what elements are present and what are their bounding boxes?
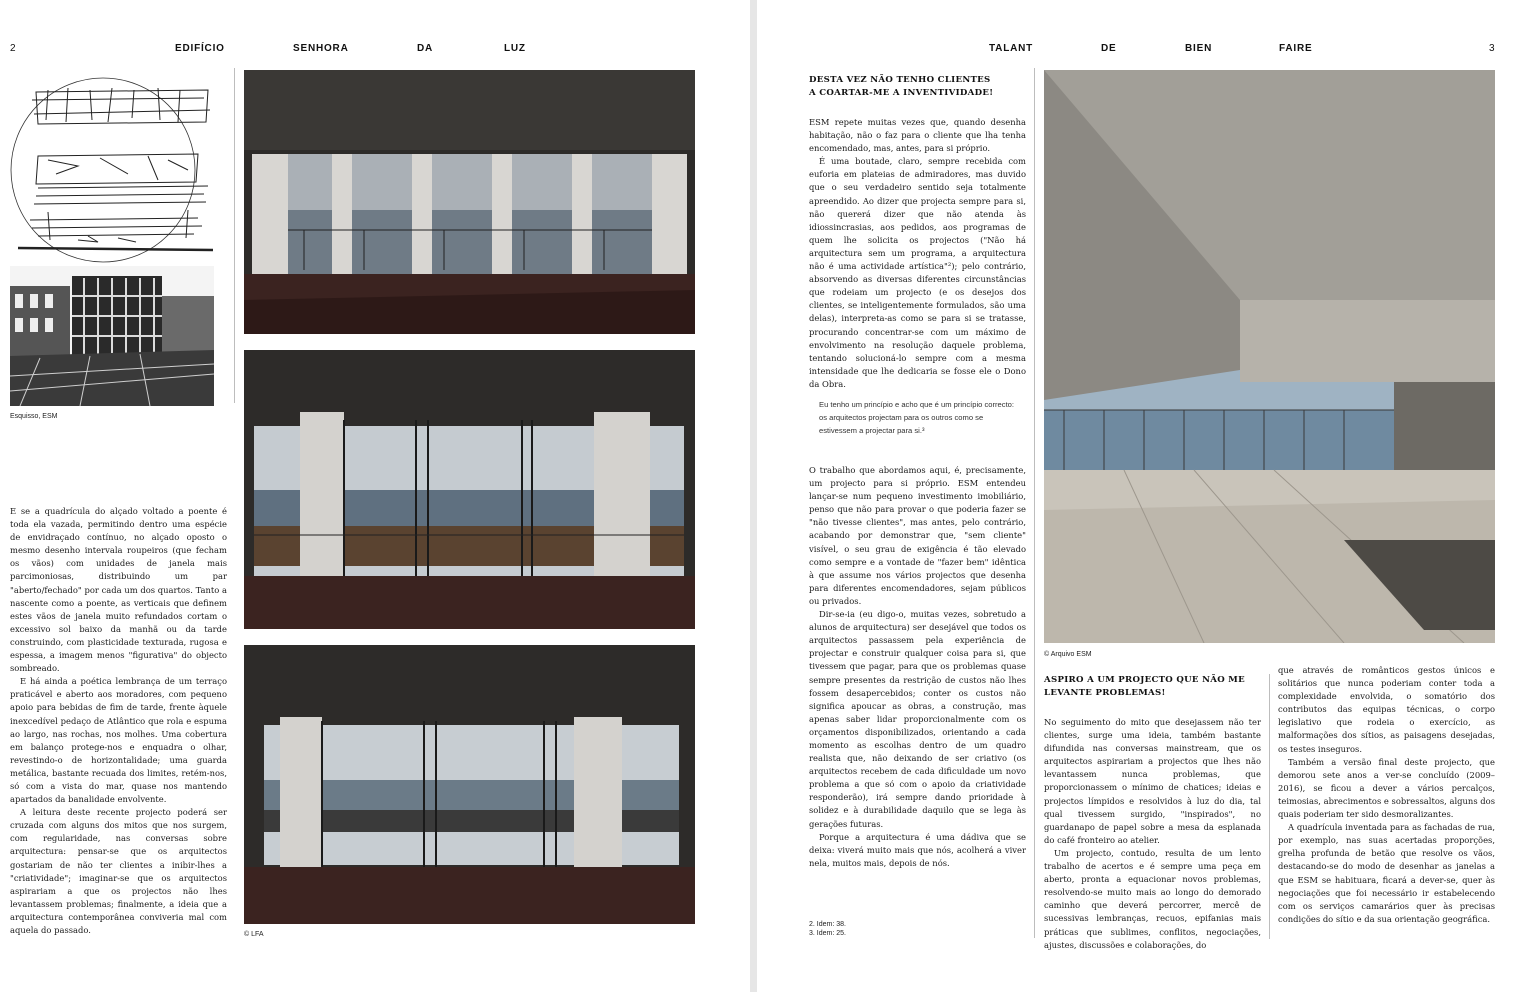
column-rule	[1269, 674, 1270, 939]
paragraph: E se a quadrícula do alçado voltado a poente é toda ela vazada, permitindo dentro uma espécie de envidraçado contínuo, no alçado oposto o mesmo desenho intervala roupeiros (que fecham os vãos) com unidades de janela mais parcimoniosas, distribuindo um par "aberto/fechado" por cada um dos quartos. Tanto a nascente como a poente, as verticais que definem estes vãos de janela muito refundados cortam o excessivo sol baixo da manhã ou da tarde construindo, com plasticidade texturada, rugosa e espessa, a imagem menos "figurativa" do objecto sombreado.	[10, 506, 227, 674]
paragraph: No seguimento do mito que desejassem não ter clientes, surge uma ideia, também bastante difundida nas conversas mainstream, que os arquitectos aspirariam a projectos que lhes não levantassem nunca problemas, que proporcionassem o mínimo de chatices; ideias e projectos límpidos e resolvidos à luz do dia, tal qual tivessem surgido, "inspirados", no guardanapo de papel sobre a mesa da esplanada do café fronteiro ao atelier.	[1044, 717, 1261, 845]
photo-credit-left: © LFA	[244, 931, 264, 938]
page-number-left: 2	[10, 43, 16, 54]
header-word-3: DA	[417, 43, 434, 54]
interior-photo-1	[244, 70, 695, 334]
paragraph: Dir-se-ia (eu digo-o, muitas vezes, sobretudo a alunos de arquitectura) ser desejável que todos os arquitectos passassem pela experiência de projectar e construir qualquer coisa para si, que tivessem que pagar, para que os problemas quase sempre presentes da restrição de custos não lhes fossem desapercebidos; conter os custos não significa apoucar as obras, a construção, mas apenas saber lidar proporcionalmente com os orçamentos disponibilizados, orientando a cada momento as escolhas dentro de um quadro realista que, não deixando de ser criativo (os arquitectos recebem de cada dificuldade um novo problema a que só com o apoio da criatividade responderão), irá sempre dando prioridade à solidez e à durabilidade daquilo que se lega às gerações futuras.	[809, 609, 1026, 829]
right-col1-text	[809, 116, 1026, 391]
heading-line: A COARTAR-ME A INVENTIVIDADE!	[809, 88, 994, 98]
header-word-2: SENHORA	[293, 43, 349, 54]
header-word-7: BIEN	[1185, 43, 1213, 54]
paragraph: O trabalho que abordamos aqui, é, precisamente, um projecto para si próprio. ESM entendeu lançar-se num pequeno investimento imobiliário, penso que não para provar o que poderia fazer se "não tivesse clientes", mas antes, pelo contrário, acabando por demonstrar que, "sem cliente" visível, o seu grau de exigência é tão elevado como sempre e a vontade de "fazer bem" idêntica à que assume nos vários projectos que desenha para diferentes encomendadores, sejam públicos ou privados.	[809, 465, 1026, 606]
header-word-8: FAIRE	[1279, 43, 1313, 54]
footnotes	[809, 920, 846, 938]
right-col1-text-b	[809, 464, 1026, 870]
right-col3-text	[1278, 664, 1495, 926]
left-body-text	[10, 505, 227, 937]
header-word-1: EDIFÍCIO	[175, 43, 225, 54]
header-word-6: DE	[1101, 43, 1117, 54]
right-page	[757, 0, 1515, 992]
header-word-5: TALANT	[989, 43, 1034, 54]
photo-credit-right: © Arquivo ESM	[1044, 651, 1092, 658]
interior-photo-3	[244, 645, 695, 924]
terrace-photo	[1044, 70, 1495, 643]
left-page	[0, 0, 750, 992]
section-heading-2	[1044, 674, 1245, 700]
paragraph: Um projecto, contudo, resulta de um lento trabalho de acertos e é sempre uma peça em aberto, pronta a equacionar novos problemas, resolvendo-se muito mais ao longo do demorado caminho que deverá percorrer, mercê de sucessivas lembranças, recuos, epifanias mais práticas que sublimes, conflitos, negociações, ajustes, discussões e colaborações, do	[1044, 847, 1261, 950]
paragraph: que através de românticos gestos únicos e solitários que nunca poderiam conter toda a complexidade envolvida, o somatório dos contributos das equipas técnicas, o corpo legislativo que rodeia o exercício, as malformações dos sítios, as paisagens desejadas, os testes inseguros.	[1278, 665, 1495, 754]
page-number-right: 3	[1489, 43, 1495, 54]
heading-line: DESTA VEZ NÃO TENHO CLIENTES	[809, 75, 991, 85]
right-col2-text	[1044, 716, 1261, 952]
paragraph: A quadrícula inventada para as fachadas de rua, por exemplo, nas suas acertadas proporções, grelha profunda de betão que resolve os vãos, destacando-se do modo de desenhar as janelas a que ESM se habituara, ficará a dever-se, quer às negociações que foi necessário ir estabelecendo com os serviços camarários quer às precisas condições do sítio e da sua orientação geográfica.	[1278, 822, 1495, 924]
footnote: 2. Idem: 38.	[809, 921, 846, 928]
sketch-caption: Esquisso, ESM	[10, 413, 58, 420]
street-photo	[10, 266, 214, 406]
heading-line: ASPIRO A UM PROJECTO QUE NÃO ME	[1044, 675, 1245, 685]
paragraph: A leitura deste recente projecto poderá ser cruzada com alguns dos mitos que nos surgem, com regularidade, nas conversas sobre arquitectura: pensar-se que os arquitectos gostariam de não ter clientes a inibir-lhes a "criatividade"; imaginar-se que os arquitectos aspirariam a que os projectos não lhes levantassem problemas; finalmente, a ideia que a arquitectura contemporânea conviveria mal com aquela do passado.	[10, 807, 227, 935]
heading-line: LEVANTE PROBLEMAS!	[1044, 688, 1166, 698]
page-gutter	[750, 0, 757, 992]
architect-sketch	[8, 70, 218, 265]
header-word-4: LUZ	[504, 43, 526, 54]
paragraph: E há ainda a poética lembrança de um terraço praticável e aberto aos moradores, com pequeno apoio para bebidas de fim de tarde, frente àquele inexcedível pedaço de Atlântico que rola e espuma ao largo, nas rochas, nos molhes. Uma cobertura em balanço protege-nos e enquadra o olhar, revestindo-o de horizontalidade; uma guarda metálica, bastante recuada dos limites, retém-nos, só com a vista do mar, quase nos mantendo apartados da banalidade envolvente.	[10, 676, 227, 805]
interior-photo-2	[244, 350, 695, 629]
column-rule	[1034, 68, 1035, 938]
column-rule	[234, 68, 235, 403]
paragraph: Também a versão final deste projecto, que demorou sete anos a ver-se concluído (2009–2016), se ficou a dever a vários percalços, teimosias, abrecimentos e sobressaltos, alguns dos quais poderiam ter sido desmoralizantes.	[1278, 756, 1495, 820]
paragraph: É uma boutade, claro, sempre recebida com euforia em plateias de admiradores, mas duvido que o seu verdadeiro sentido seja totalmente apreendido. Ao dizer que projecta sempre para si, não quererá dizer que não atenda às idiossincrasias, aos pedidos, aos programas de quem lhe solicita os projectos ("Não há arquitectura sem um programa, a arquitectura não é uma actividade artística"²); pelo contrário, absorvendo as diversas diferentes circunstâncias que rodeiam um projecto (e os desejos dos clientes, se inteligentemente formulados, são uma delas), interpreta-as como se para si se tratasse, procurando concentrar-se com um máximo de envolvimento na resolução daquele problema, tentando solucioná-lo sempre com a mesma intensidade que lhe dedicaria se fosse ele o Dono da Obra.	[809, 156, 1026, 389]
footnote: 3. Idem: 25.	[809, 930, 846, 937]
block-quote: Eu tenho um princípio e acho que é um princípio correcto: os arquitectos projectam para os outros como se estivessem a projectar para si.³	[819, 400, 1015, 435]
paragraph: ESM repete muitas vezes que, quando desenha habitação, não o faz para o cliente que lha tenha encomendado, mas, antes, para si próprio.	[809, 117, 1026, 154]
paragraph: Porque a arquitectura é uma dádiva que se deixa: viverá muito mais que nós, acolherá a viver nela, muitos mais, depois de nós.	[809, 831, 1026, 868]
section-heading-1	[809, 74, 993, 100]
